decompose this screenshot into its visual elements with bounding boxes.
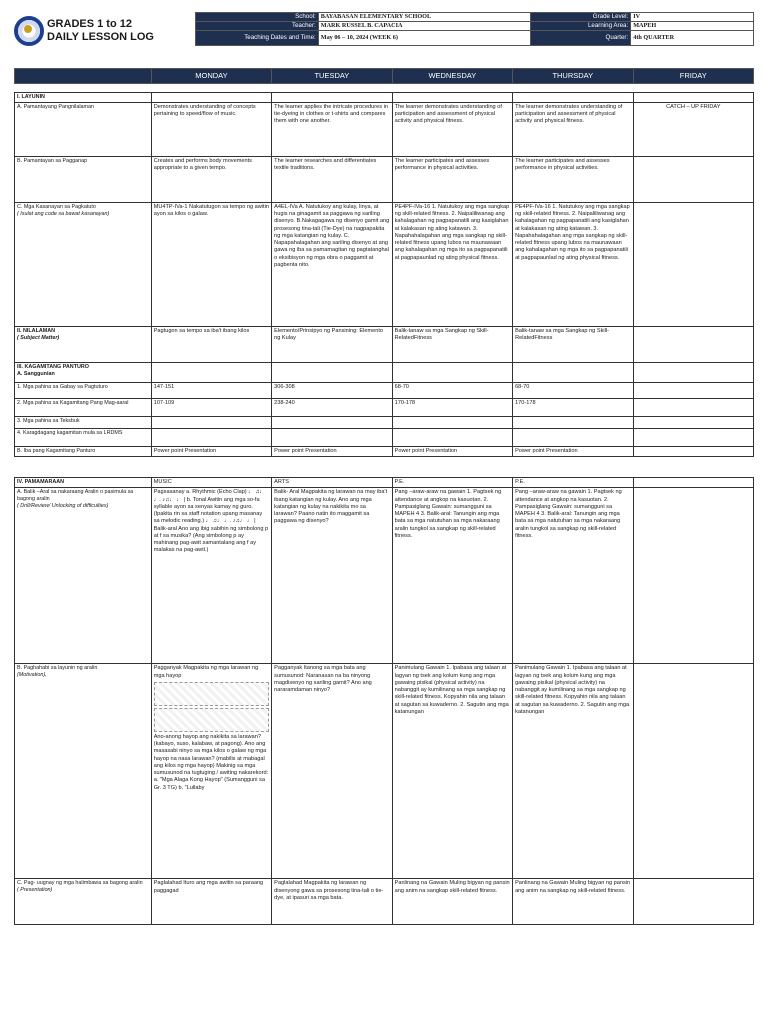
table-cell [633,416,753,428]
row-label: A. Pamantayang Pangnilalaman [17,103,95,110]
table-cell [633,156,753,202]
row-label-cell [15,102,152,156]
grade-value: IV [631,13,754,22]
day-wednesday: WEDNESDAY [392,69,512,84]
table-cell [392,92,512,102]
table-cell [392,428,512,446]
procedure-cell: Pagsasanay a. Rhythmic (Echo Clap) ♩ ♫♩ ♩. ♪♫♩ ♩ | b. Tonal Awitin ang mga so-fa syllable ayon sa senyas kamay ng guro. (Ipakita rin sa staff notation upang masanay sa melodic reading.) ♩ ♫♩ ♩. ♪♫♩ ♩ | Balik-aral Ano ang ibig sabihin ng simbolong p at f sa musika? (Ang simbolong p ay mahinang pag-awit samantalang ang f ay malakas na pag-awit.) [151,488,271,664]
days-header [14,68,754,84]
table-cell [633,382,753,398]
row-sublabel: ( Drill/Review/ Unlocking of difficulties) [17,503,109,510]
table-cell: 238-240 [272,398,392,416]
table-row [15,398,754,416]
table-cell [272,92,392,102]
row-label-cell [15,446,152,456]
table-row [15,362,754,382]
header-meta [195,12,754,62]
row-label: B. Pamantayan sa Pagganap [17,157,88,164]
table-cell: 68-70 [513,382,633,398]
row-label: III. KAGAMITANG PANTURO [17,363,89,370]
table-cell: MU4TP-IVa-1 Nakatutugon sa tempo ng awitin ayon sa kilos o galaw. [151,202,271,326]
grade-label: Grade Level: [530,13,630,22]
row-label-cell [15,382,152,398]
dates-label: Teaching Dates and Time: [196,31,319,46]
subject-friday [633,478,753,488]
table-cell: Elemento/Prinsipyo ng Pansining: Elemento ng Kulay [272,326,392,362]
lesson-log [14,12,754,925]
day-friday: FRIDAY [633,69,753,84]
table-cell [272,362,392,382]
table-cell [272,416,392,428]
row-sublabel: ( Subject Matter) [17,334,60,341]
table-cell: 147-151 [151,382,271,398]
procedure-cell: Paglalahad Magpakita ng larawan ng disenyong gawa sa prosesong tina-tali o tie-dye, at ipasuri sa mga bata. [272,879,392,925]
row-label: II. NILALAMAN [17,327,56,334]
row-sublabel: ( Isulat ang code sa bawat kasanayan) [17,210,110,217]
table-cell: The learner demonstrates understanding of participation and assessment of physical activity and physical fitness. [513,102,633,156]
table-row [15,326,754,362]
table-cell [151,428,271,446]
table-row [15,92,754,102]
table-cell [633,446,753,456]
teacher-value: MARK RUSSEL B. CAPACIA [318,22,530,31]
row-label: C. Mga Kasanayan sa Pagkatuto [17,203,96,210]
animal-picture-image [154,682,269,706]
table-cell [513,362,633,382]
school-value: BAYABASAN ELEMENTARY SCHOOL [318,13,530,22]
procedure-row-label [15,664,152,879]
row-label: B. Iba pang Kagamitang Panturo [17,447,96,454]
table-cell: Pagtugon sa tempo sa iba't ibang kilos [151,326,271,362]
procedure-cell [633,879,753,925]
table-cell [513,92,633,102]
day-thursday: THURSDAY [513,69,633,84]
procedure-cell: Pagganyak Itanong sa mga bata ang sumusunod: Naranasan na ba ninyong magdisenyo ng sariling gamit? Ano ang nararamdaman ninyo? [272,664,392,879]
document-title [47,12,195,62]
procedure-cell: Pang –araw-araw na gawain 1. Pagtsek ng attendance at angkop na kasuotan. 2. Pampasiglang Gawain: sumangguni sa MAPEH 4 3. Balik-aral: Tanungin ang mga bata sa mga natutuhan sa mga nakaraang aralin tungkol sa sangkap ng skill-related fitness. [392,488,512,664]
deped-seal-icon [14,16,44,46]
table-row [15,446,754,456]
row-label-cell [15,398,152,416]
table-row [15,416,754,428]
procedure-cell: Panimulang Gawain 1. Ipabasa ang talaan at lagyan ng tsek ang kolum kung ang mga gawaing pisikal (physical activity) na nabanggit ay kumilinang sa mga sangkap ng skill-related fitness. Kopyahin nila ang talaan at sagutan sa kuwaderno. 2. Sagutin ang mga katanungan [392,664,512,879]
procedure-cell [633,664,753,879]
procedure-table [14,477,754,925]
table-cell: The learner applies the intricate procedures in tie-dyeing in clothes or t-shirts and compares them with one another. [272,102,392,156]
day-tuesday: TUESDAY [272,69,392,84]
row-label-cell [15,202,152,326]
row-label-cell [15,326,152,362]
table-cell [513,416,633,428]
table-cell [633,398,753,416]
procedure-cell: Panimulang Gawain 1. Ipabasa ang talaan at lagyan ng tsek ang kolum kung ang mga gawaing pisikal (physical activity) na nabanggit ay kumilinang sa mga sangkap ng skill-related fitness. Kopyahin nila ang talaan at sagutan sa kuwaderno. 2. Sagutin ang mga katanungan [513,664,633,879]
row-label: 3. Mga pahina sa Teksbuk [17,417,80,424]
music-motivation-questions: Ano-anong hayop ang nakikita sa larawan? (kabayo, suso, kalabaw, at pagong). Ano ang masasabi ninyo sa mga kilos o galaw ng mga hayop na nasa larawan? (mabilis at mabagal ang kilos ng mga hayop) Makinig sa mga sumusunod na tugtuging / awiting nakarekord: a. "Mga Alaga Kong Hayop" (Sumangguni sa Gr. 3 TG) b. "Lullaby [153,733,269,791]
quarter-label: Quarter: [530,31,630,46]
procedure-cell: Paglalahad Ituro ang mga awitin sa paraang paggagad [151,879,271,925]
table-cell [151,416,271,428]
procedure-label: IV. PAMAMARAAN [15,478,152,488]
animal-picture-image [154,708,269,732]
area-label: Learning Area: [530,22,630,31]
quarter-value: 4th QUARTER [631,31,754,46]
procedure-row-label [15,488,152,664]
title-line-1: GRADES 1 to 12 [47,18,132,30]
table-cell [633,326,753,362]
title-line-2: DAILY LESSON LOG [47,31,154,43]
table-row [15,102,754,156]
subject-pe-1: P.E. [392,478,512,488]
table-cell: The learner demonstrates understanding of participation and assessment of physical activity and physical fitness. [392,102,512,156]
table-cell: CATCH – UP FRIDAY [633,102,753,156]
row-label: 1. Mga pahina sa Gabay sa Pagtuturo [17,383,108,390]
table-cell [151,92,271,102]
teacher-label: Teacher: [196,22,319,31]
row-label-cell [15,362,152,382]
table-row [15,156,754,202]
row-label-cell [15,428,152,446]
table-cell: PE4PF-IVa-16 1. Natutukoy ang mga sangkap ng skill-related fitness. 2. Naipaliliwanag ang kahalagahan ng pagpapanatili ang kasiglahan at kalakasan ng ating katawan. 3. Napahahalagahan ang mga sangkap ng skill-related fitness upang lubos na maunawaan ang kahalagahan ng mga ito sa pagpapanatili at pagpapaunlad ng ating physical fitness. [392,202,512,326]
table-row [15,428,754,446]
header [14,12,754,62]
table-cell: The learner participates and assesses performance in physical activities. [513,156,633,202]
day-monday: MONDAY [151,69,271,84]
row-label: 2. Mga pahina sa Kagamitang Pang Mag-aaral [17,399,129,406]
days-corner [15,69,152,84]
table-cell: Creates and performs body movements appropriate to a given tempo. [151,156,271,202]
subject-arts: ARTS [272,478,392,488]
table-cell [633,428,753,446]
row-label: A. Balik –Aral sa nakaraang Aralin o pasimula sa bagong aralin [17,489,134,503]
procedure-cell: Pang –araw-araw na gawain 1. Pagtsek ng attendance at angkop na kasuotan. 2. Pampasiglang Gawain: sumangguni sa MAPEH 4 3. Balik-aral: Tanungin ang mga bata sa mga natutuhan sa mga nakaraang aralin tungkol sa sangkap ng skill-related fitness. [513,488,633,664]
procedure-cell: Panlinang na Gawain Muling bigyan ng pansin ang anim na sangkap ng skill-related fitness. [513,879,633,925]
table-cell: Balik-tanaw sa mga Sangkap ng Skill-RelatedFitness [513,326,633,362]
table-cell: 170-178 [513,398,633,416]
table-cell [633,362,753,382]
row-sublabel: ( Presentation) [17,887,53,894]
table-cell [151,362,271,382]
table-cell: 170-178 [392,398,512,416]
table-cell: 306-308 [272,382,392,398]
table-cell: PE4PF-IVa-16 1. Natutukoy ang mga sangkap ng skill-related fitness. 2. Naipaliliwanag ang kahalagahan ng pagpapanatili ang kasiglahan at kalakasan ng ating katawan. 3. Napahahalagahan ang mga sangkap ng skill-related fitness upang lubos na maunawaan ang kahalagahan ng mga ito sa pagpapanatili at pagpapaunlad ng ating physical fitness. [513,202,633,326]
procedure-cell: Panlinang na Gawain Muling bigyan ng pansin ang anim na sangkap skill-related fitness. [392,879,512,925]
table-cell [633,92,753,102]
table-cell: 107-109 [151,398,271,416]
row-label: I. LAYUNIN [17,93,45,100]
subject-music: MUSIC [151,478,271,488]
music-motivation-text: Pagganyak Magpakita ng mga larawan ng mga hayop [153,665,259,679]
table-cell [633,202,753,326]
table-cell: Power point Presentation [272,446,392,456]
table-row [15,202,754,326]
table-cell [513,428,633,446]
objectives-table [14,92,754,457]
table-cell: Power point Presentation [513,446,633,456]
row-label: C. Pag- uugnay ng mga halimbawa sa bagong aralin [17,880,143,887]
table-cell [392,362,512,382]
table-cell: Power point Presentation [151,446,271,456]
table-cell: 68-70 [392,382,512,398]
table-cell [392,416,512,428]
row-label-cell [15,92,152,102]
table-row [15,382,754,398]
table-cell [272,428,392,446]
area-value: MAPEH [631,22,754,31]
row-label: B. Paghahabi sa layunin ng aralin [17,665,98,672]
table-cell: The learner researches and differentiates textile traditions. [272,156,392,202]
row-sublabel: (Motivation), [17,672,47,679]
subject-pe-2: P.E. [513,478,633,488]
row-label: 4. Karagdagang kagamitan mula sa LRDMS [17,429,123,436]
row-label-cell [15,416,152,428]
school-label: School: [196,13,319,22]
table-cell: The learner participates and assesses performance in physical activities. [392,156,512,202]
procedure-cell [633,488,753,664]
row-sublabel: A. Sanggunian [17,370,55,377]
procedure-row-label [15,879,152,925]
row-label-cell [15,156,152,202]
dates-value: May 06 – 10, 2024 (WEEK 6) [318,31,530,46]
table-cell: A4EL-IVa A. Natutukoy ang kulay, linya, at hugis na ginagamit sa paggawa ng sariling disenyo. B.Nakagagawa ng disenyo gamit ang prosesong tina-tali (Tie-Dye) na nagpapakita ng mga katangian ng kulay. C. Napapahalagahan ang sariling disenyo at ang gawa ng iba sa pamamagitan ng pagtatanghal o eksibisyon ng mga obra o paggamit at pagbenta nito. [272,202,392,326]
table-cell: Balik-tanaw sa mga Sangkap ng Skill-RelatedFitness [392,326,512,362]
procedure-cell: Balik- Aral Magpakita ng larawan na may iba't ibang katangian ng kulay. Ano ang mga katangian ng kulay na nakikita mo sa larawan? Paano natin ito maggamit sa paggawa ng disenyo? [272,488,392,664]
procedure-cell [151,664,271,879]
table-cell: Power point Presentation [392,446,512,456]
table-cell: Demonstrates understanding of concepts pertaining to speed/flow of music. [151,102,271,156]
